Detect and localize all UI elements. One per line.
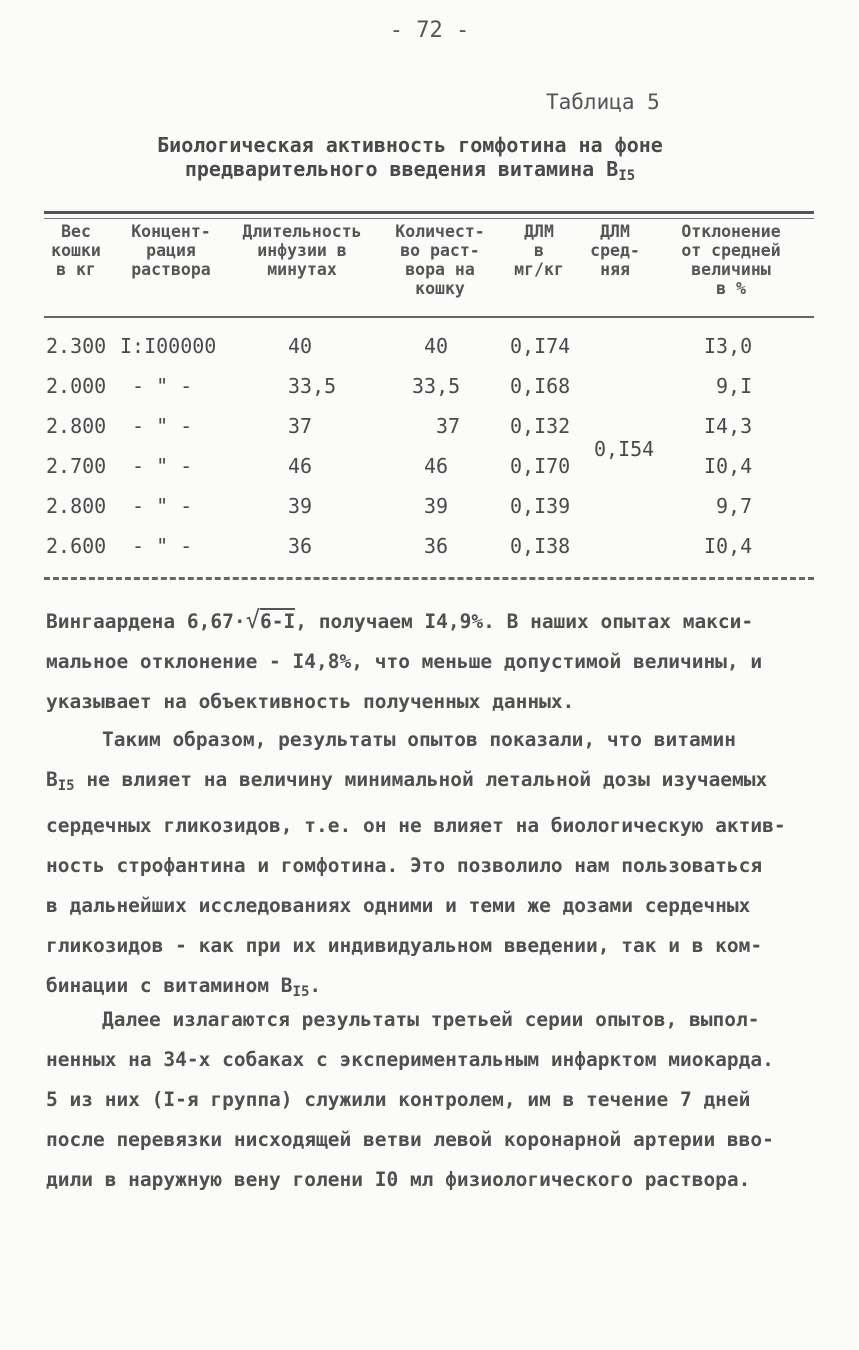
caption-line-2 bbox=[0, 157, 820, 188]
paragraph-1 bbox=[46, 600, 816, 722]
table-header-rule bbox=[44, 316, 814, 318]
cell-weight: 2.800 bbox=[46, 414, 107, 438]
cell-volume: 46 bbox=[424, 454, 449, 478]
cell-deviation: I0,4 bbox=[704, 534, 753, 558]
table-caption bbox=[0, 133, 820, 188]
cell-volume: 39 bbox=[424, 494, 449, 518]
caption-subscript: I5 bbox=[618, 168, 636, 184]
caption-line-2-text: предварительного введения витамина B bbox=[184, 157, 619, 181]
cell-deviation: 9,I bbox=[716, 374, 753, 398]
cell-concentration: I:I00000 bbox=[120, 334, 217, 358]
text-fragment: не влияет на величину минимальной летальной дозы изучаемых bbox=[74, 768, 768, 791]
header-dlm: ДЛМ в мг/кг bbox=[514, 222, 564, 279]
subscript: I5 bbox=[57, 778, 75, 794]
cell-weight: 2.300 bbox=[46, 334, 107, 358]
text-fragment: B bbox=[46, 768, 58, 791]
cell-duration: 39 bbox=[288, 494, 313, 518]
text-line bbox=[46, 600, 816, 642]
paragraph-3 bbox=[46, 1000, 816, 1200]
text-fragment: бинации с витамином B bbox=[46, 974, 293, 997]
text-line bbox=[46, 760, 816, 806]
table-label: Таблица 5 bbox=[546, 90, 660, 114]
text-fragment: Вингаардена 6,67· bbox=[46, 610, 246, 633]
table-top-rule bbox=[44, 211, 814, 219]
text-line: ненных на 34-х собаках с экспериментальным инфарктом миокарда. bbox=[46, 1048, 774, 1071]
cell-duration: 33,5 bbox=[288, 374, 337, 398]
table-bottom-rule bbox=[44, 577, 814, 580]
text-line: после перевязки нисходящей ветви левой коронарной артерии вво- bbox=[46, 1128, 774, 1151]
cell-volume: 37 bbox=[436, 414, 461, 438]
cell-weight: 2.700 bbox=[46, 454, 107, 478]
caption-line-1: Биологическая активность гомфотина на фоне bbox=[157, 133, 663, 157]
cell-duration: 37 bbox=[288, 414, 313, 438]
cell-volume: 33,5 bbox=[412, 374, 461, 398]
cell-concentration: - " - bbox=[132, 414, 193, 438]
cell-volume: 40 bbox=[424, 334, 449, 358]
paragraph-2 bbox=[46, 720, 816, 1012]
cell-weight: 2.000 bbox=[46, 374, 107, 398]
cell-dlm: 0,I39 bbox=[510, 494, 571, 518]
cell-concentration: - " - bbox=[132, 494, 193, 518]
cell-dlm: 0,I32 bbox=[510, 414, 571, 438]
cell-deviation: I4,3 bbox=[704, 414, 753, 438]
header-volume: Количест- во раст- вора на кошку bbox=[395, 222, 485, 298]
text-line: Далее излагаются результаты третьей серии опытов, выпол- bbox=[102, 1008, 760, 1031]
text-line: в дальнейших исследованиях одними и теми же дозами сердечных bbox=[46, 894, 751, 917]
text-fragment: . bbox=[309, 974, 322, 997]
cell-concentration: - " - bbox=[132, 534, 193, 558]
cell-dlm: 0,I70 bbox=[510, 454, 571, 478]
cell-dlm: 0,I74 bbox=[510, 334, 571, 358]
header-dlm-average: ДЛМ сред- няя bbox=[590, 222, 640, 279]
text-line: ность строфантина и гомфотина. Это позволило нам пользоваться bbox=[46, 854, 763, 877]
cell-volume: 36 bbox=[424, 534, 449, 558]
cell-duration: 46 bbox=[288, 454, 313, 478]
text-line: 5 из них (I-я группа) служили контролем, им в течение 7 дней bbox=[46, 1088, 751, 1111]
cell-deviation: I0,4 bbox=[704, 454, 753, 478]
cell-concentration: - " - bbox=[132, 454, 193, 478]
subscript: I5 bbox=[292, 984, 310, 1000]
cell-duration: 36 bbox=[288, 534, 313, 558]
cell-duration: 40 bbox=[288, 334, 313, 358]
text-fragment: , получаем I4,9%. В наших опытах макси- bbox=[295, 610, 754, 633]
header-weight: Вес кошки в кг bbox=[51, 222, 101, 279]
text-line: дили в наружную вену голени I0 мл физиологического раствора. bbox=[46, 1168, 751, 1191]
text-line: гликозидов - как при их индивидуальном введении, так и в ком- bbox=[46, 934, 763, 957]
cell-concentration: - " - bbox=[132, 374, 193, 398]
text-line: сердечных гликозидов, т.е. он не влияет на биологическую актив- bbox=[46, 814, 786, 837]
radical-sign: √ bbox=[245, 606, 261, 634]
radicand: 6-I bbox=[260, 610, 296, 633]
cell-dlm-average: 0,I54 bbox=[594, 437, 655, 461]
cell-weight: 2.800 bbox=[46, 494, 107, 518]
text-line: указывает на объективность полученных данных. bbox=[46, 690, 575, 713]
cell-dlm: 0,I38 bbox=[510, 534, 571, 558]
cell-deviation: I3,0 bbox=[704, 334, 753, 358]
cell-weight: 2.600 bbox=[46, 534, 107, 558]
header-duration: Длительность инфузии в минутах bbox=[242, 222, 362, 279]
page-number: - 72 - bbox=[389, 18, 470, 43]
text-line: мальное отклонение - I4,8%, что меньше допустимой величины, и bbox=[46, 650, 763, 673]
text-line: Таким образом, результаты опытов показали, что витамин bbox=[102, 728, 736, 751]
cell-dlm: 0,I68 bbox=[510, 374, 571, 398]
header-concentration: Концент- рация раствора bbox=[131, 222, 211, 279]
cell-deviation: 9,7 bbox=[716, 494, 753, 518]
header-deviation: Отклонение от средней величины в % bbox=[681, 222, 781, 298]
